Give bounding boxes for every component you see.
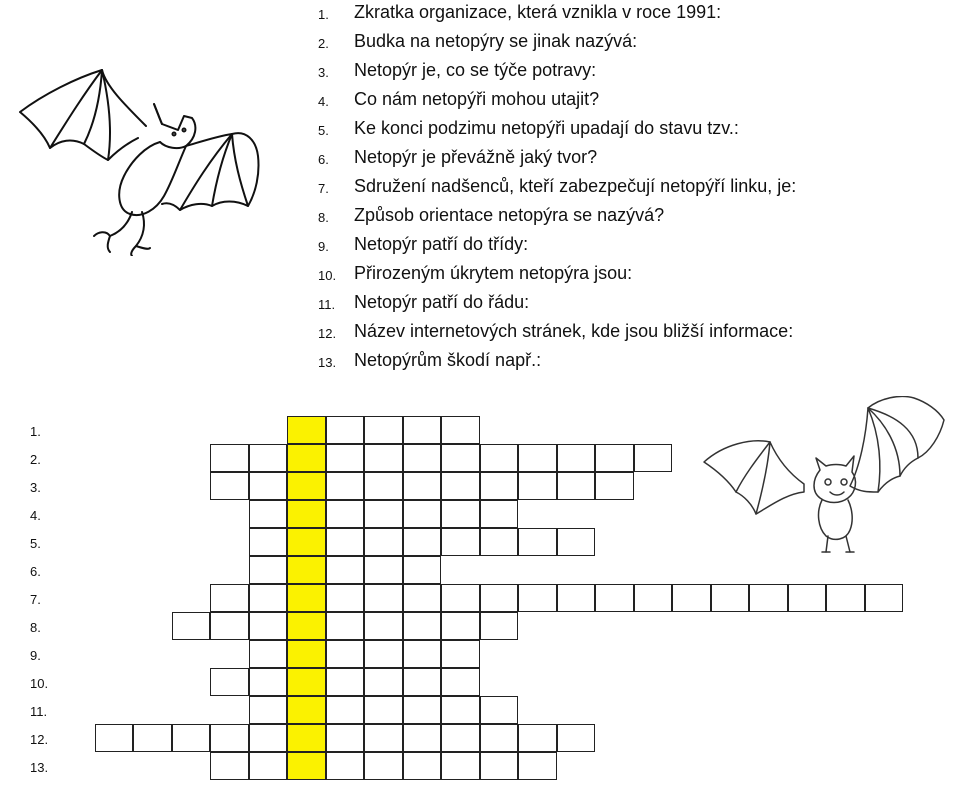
- letter-cell[interactable]: [326, 668, 365, 696]
- letter-cell[interactable]: [480, 500, 519, 528]
- letter-cell[interactable]: [441, 724, 480, 752]
- clue-number: 12.: [318, 326, 337, 341]
- letter-cell[interactable]: [518, 724, 557, 752]
- letter-cell[interactable]: [326, 724, 365, 752]
- letter-cell[interactable]: [364, 696, 403, 724]
- key-letter-cell[interactable]: [287, 472, 326, 500]
- letter-cell[interactable]: [326, 556, 365, 584]
- letter-cell[interactable]: [403, 724, 442, 752]
- letter-cell[interactable]: [518, 584, 557, 612]
- clue-text: Netopýr patří do třídy:: [354, 234, 529, 254]
- letter-cell[interactable]: [403, 612, 442, 640]
- clue-number: 7.: [318, 181, 329, 196]
- letter-cell[interactable]: [441, 472, 480, 500]
- letter-cell[interactable]: [403, 640, 442, 668]
- letter-cell[interactable]: [711, 584, 750, 612]
- letter-cell[interactable]: [95, 724, 134, 752]
- letter-cell[interactable]: [403, 500, 442, 528]
- letter-cell[interactable]: [210, 584, 249, 612]
- letter-cell[interactable]: [364, 472, 403, 500]
- letter-cell[interactable]: [441, 528, 480, 556]
- letter-cell[interactable]: [210, 472, 249, 500]
- key-letter-cell[interactable]: [287, 696, 326, 724]
- letter-cell[interactable]: [557, 724, 596, 752]
- key-letter-cell[interactable]: [287, 612, 326, 640]
- row-number: 6.: [30, 564, 41, 579]
- letter-cell[interactable]: [210, 612, 249, 640]
- letter-cell[interactable]: [634, 444, 673, 472]
- letter-cell[interactable]: [364, 584, 403, 612]
- letter-cell[interactable]: [326, 584, 365, 612]
- clue-number: 10.: [318, 268, 337, 283]
- letter-cell[interactable]: [441, 500, 480, 528]
- clue-number: 13.: [318, 355, 337, 370]
- letter-cell[interactable]: [364, 500, 403, 528]
- letter-cell[interactable]: [249, 472, 288, 500]
- letter-cell[interactable]: [826, 584, 865, 612]
- letter-cell[interactable]: [480, 472, 519, 500]
- row-number: 3.: [30, 480, 41, 495]
- letter-cell[interactable]: [249, 556, 288, 584]
- letter-cell[interactable]: [172, 724, 211, 752]
- letter-cell[interactable]: [403, 556, 442, 584]
- letter-cell[interactable]: [364, 612, 403, 640]
- letter-cell[interactable]: [441, 668, 480, 696]
- letter-cell[interactable]: [403, 472, 442, 500]
- row-number: 1.: [30, 424, 41, 439]
- key-letter-cell[interactable]: [287, 416, 326, 444]
- letter-cell[interactable]: [326, 640, 365, 668]
- letter-cell[interactable]: [210, 724, 249, 752]
- letter-cell[interactable]: [634, 584, 673, 612]
- letter-cell[interactable]: [133, 724, 172, 752]
- letter-cell[interactable]: [326, 416, 365, 444]
- row-number: 11.: [30, 704, 48, 719]
- key-letter-cell[interactable]: [287, 556, 326, 584]
- key-letter-cell[interactable]: [287, 500, 326, 528]
- clue-number: 8.: [318, 210, 329, 225]
- letter-cell[interactable]: [480, 612, 519, 640]
- letter-cell[interactable]: [595, 472, 634, 500]
- letter-cell[interactable]: [403, 416, 442, 444]
- clue-text: Zkratka organizace, která vznikla v roce 1991:: [354, 2, 722, 22]
- letter-cell[interactable]: [595, 444, 634, 472]
- letter-cell[interactable]: [518, 752, 557, 780]
- letter-cell[interactable]: [326, 528, 365, 556]
- letter-cell[interactable]: [249, 612, 288, 640]
- clue-text: Sdružení nadšenců, kteří zabezpečují netopýří linku, je:: [354, 176, 797, 196]
- clue-number: 1.: [318, 7, 329, 22]
- letter-cell[interactable]: [326, 444, 365, 472]
- letter-cell[interactable]: [364, 668, 403, 696]
- letter-cell[interactable]: [403, 668, 442, 696]
- row-number: 7.: [30, 592, 41, 607]
- clue-number: 2.: [318, 36, 329, 51]
- letter-cell[interactable]: [249, 640, 288, 668]
- clue-text: Netopýr je převážně jaký tvor?: [354, 147, 598, 167]
- letter-cell[interactable]: [326, 752, 365, 780]
- key-letter-cell[interactable]: [287, 724, 326, 752]
- letter-cell[interactable]: [249, 584, 288, 612]
- letter-cell[interactable]: [557, 444, 596, 472]
- letter-cell[interactable]: [249, 724, 288, 752]
- letter-cell[interactable]: [749, 584, 788, 612]
- clue-text: Netopýr je, co se týče potravy:: [354, 60, 597, 80]
- letter-cell[interactable]: [364, 640, 403, 668]
- letter-cell[interactable]: [249, 500, 288, 528]
- letter-cell[interactable]: [364, 556, 403, 584]
- letter-cell[interactable]: [364, 528, 403, 556]
- clue-text: Přirozeným úkrytem netopýra jsou:: [354, 263, 633, 283]
- letter-cell[interactable]: [326, 696, 365, 724]
- row-number: 10.: [30, 676, 49, 691]
- letter-cell[interactable]: [441, 444, 480, 472]
- letter-cell[interactable]: [364, 724, 403, 752]
- letter-cell[interactable]: [557, 472, 596, 500]
- letter-cell[interactable]: [480, 752, 519, 780]
- clue-number: 5.: [318, 123, 329, 138]
- clue-text: Netopýrům škodí např.:: [354, 350, 542, 370]
- row-number: 2.: [30, 452, 41, 467]
- letter-cell[interactable]: [480, 584, 519, 612]
- key-letter-cell[interactable]: [287, 444, 326, 472]
- letter-cell[interactable]: [518, 472, 557, 500]
- row-number: 5.: [30, 536, 41, 551]
- clue-number: 9.: [318, 239, 329, 254]
- letter-cell[interactable]: [326, 472, 365, 500]
- letter-cell[interactable]: [403, 584, 442, 612]
- letter-cell[interactable]: [480, 444, 519, 472]
- letter-cell[interactable]: [172, 612, 211, 640]
- letter-cell[interactable]: [480, 696, 519, 724]
- letter-cell[interactable]: [441, 612, 480, 640]
- letter-cell[interactable]: [326, 500, 365, 528]
- letter-cell[interactable]: [441, 640, 480, 668]
- letter-cell[interactable]: [249, 668, 288, 696]
- row-number: 12.: [30, 732, 49, 747]
- letter-cell[interactable]: [210, 444, 249, 472]
- row-number: 13.: [30, 760, 49, 775]
- letter-cell[interactable]: [403, 528, 442, 556]
- row-number: 8.: [30, 620, 41, 635]
- clue-number: 6.: [318, 152, 329, 167]
- letter-cell[interactable]: [480, 724, 519, 752]
- letter-cell[interactable]: [249, 528, 288, 556]
- key-letter-cell[interactable]: [287, 640, 326, 668]
- letter-cell[interactable]: [441, 752, 480, 780]
- letter-cell[interactable]: [595, 584, 634, 612]
- letter-cell[interactable]: [441, 416, 480, 444]
- key-letter-cell[interactable]: [287, 668, 326, 696]
- letter-cell[interactable]: [364, 752, 403, 780]
- letter-cell[interactable]: [364, 416, 403, 444]
- key-letter-cell[interactable]: [287, 752, 326, 780]
- letter-cell[interactable]: [326, 612, 365, 640]
- letter-cell[interactable]: [865, 584, 904, 612]
- key-letter-cell[interactable]: [287, 584, 326, 612]
- letter-cell[interactable]: [557, 584, 596, 612]
- letter-cell[interactable]: [249, 752, 288, 780]
- clue-number: 4.: [318, 94, 329, 109]
- clue-text: Ke konci podzimu netopýři upadají do stavu tzv.:: [354, 118, 739, 138]
- letter-cell[interactable]: [210, 752, 249, 780]
- clue-text: Budka na netopýry se jinak nazývá:: [354, 31, 638, 51]
- letter-cell[interactable]: [249, 444, 288, 472]
- letter-cell[interactable]: [518, 528, 557, 556]
- letter-cell[interactable]: [518, 444, 557, 472]
- letter-cell[interactable]: [403, 696, 442, 724]
- letter-cell[interactable]: [364, 444, 403, 472]
- letter-cell[interactable]: [403, 444, 442, 472]
- clue-text: Co nám netopýři mohou utajit?: [354, 89, 600, 109]
- clue-text: Způsob orientace netopýra se nazývá?: [354, 205, 665, 225]
- letter-cell[interactable]: [249, 696, 288, 724]
- clue-text: Netopýr patří do řádu:: [354, 292, 530, 312]
- letter-cell[interactable]: [403, 752, 442, 780]
- letter-cell[interactable]: [788, 584, 827, 612]
- row-number: 4.: [30, 508, 41, 523]
- letter-cell[interactable]: [672, 584, 711, 612]
- letter-cell[interactable]: [210, 668, 249, 696]
- letter-cell[interactable]: [441, 584, 480, 612]
- letter-cell[interactable]: [480, 528, 519, 556]
- clue-number: 11.: [318, 297, 336, 312]
- clue-number: 3.: [318, 65, 329, 80]
- clue-text: Název internetových stránek, kde jsou bližší informace:: [354, 321, 794, 341]
- letter-cell[interactable]: [441, 696, 480, 724]
- row-number: 9.: [30, 648, 41, 663]
- key-letter-cell[interactable]: [287, 528, 326, 556]
- letter-cell[interactable]: [557, 528, 596, 556]
